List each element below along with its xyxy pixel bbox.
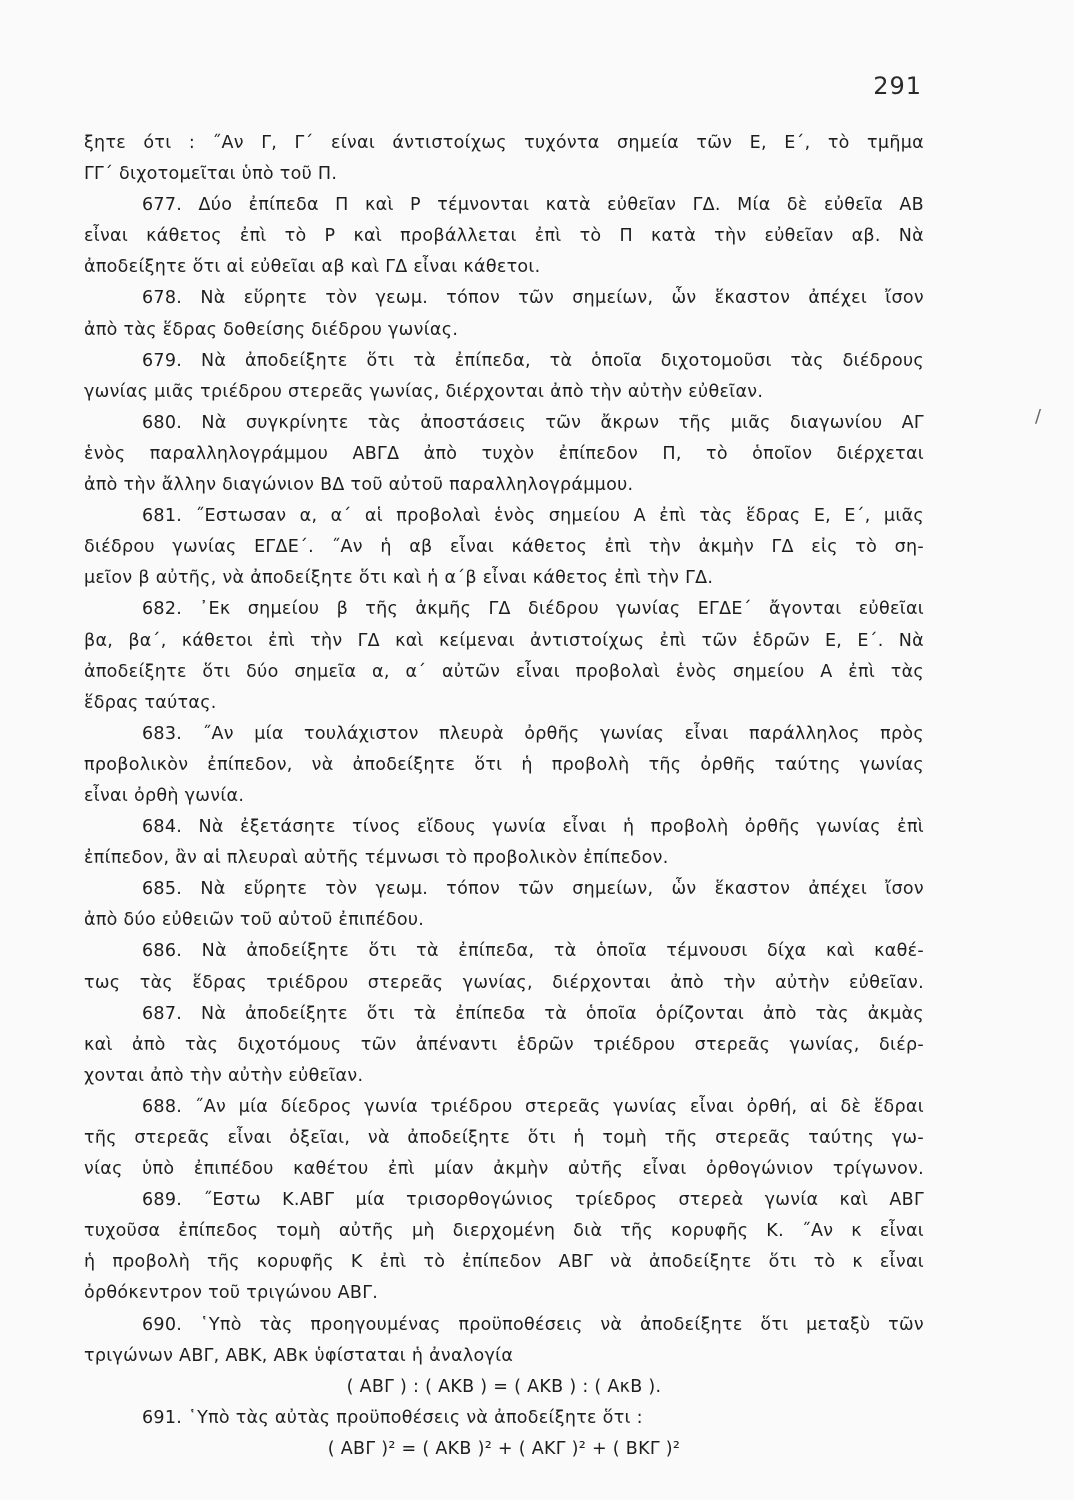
- text-line: 678. Νὰ εὕρητε τὸν γεωμ. τόπον τῶν σημείων, ὧν ἕκαστον ἀπέχει ἴσον: [142, 288, 924, 309]
- text-line: γωνίας μιᾶς τριέδρου στερεᾶς γωνίας, διέρχονται ἀπὸ τὴν αὐτὴν εὐθεῖαν.: [84, 381, 764, 402]
- text-line: 684. Νὰ ἐξετάσητε τίνος εἴδους γωνία εἶναι ἡ προβολὴ ὀρθῆς γωνίας ἐπὶ: [142, 817, 924, 838]
- text-line: ἕδρας ταύτας.: [84, 692, 217, 713]
- text-line: διέδρου γωνίας ΕΓΔΕ΄. ˝Αν ἡ αβ εἶναι κάθετος ἐπὶ τὴν ἀκμὴν ΓΔ εἰς τὸ ση-: [84, 537, 924, 558]
- text-line: ἡ προβολὴ τῆς κορυφῆς Κ ἐπὶ τὸ ἐπίπεδον ΑΒΓ νὰ ἀποδείξητε ὅτι τὸ κ εἶναι: [84, 1252, 924, 1273]
- text-line: τυχοῦσα ἐπίπεδος τομὴ αὐτῆς μὴ διερχομένη διὰ τῆς κορυφῆς Κ. ˝Αν κ εἶναι: [84, 1221, 924, 1242]
- text-line: ἀπὸ τὴν ἄλλην διαγώνιον ΒΔ τοῦ αὐτοῦ παραλληλογράμμου.: [84, 475, 634, 496]
- margin-mark: /: [1035, 406, 1042, 427]
- text-line: μεῖον β αὐτῆς, νὰ ἀποδείξητε ὅτι καὶ ἡ α΄β εἶναι κάθετος ἐπὶ τὴν ΓΔ.: [84, 568, 714, 589]
- text-line: 682. ᾽Εκ σημείου β τῆς ἀκμῆς ΓΔ διέδρου γωνίας ΕΓΔΕ΄ ἄγονται εὐθεῖαι: [142, 599, 924, 620]
- text-line: 688. ˝Αν μία δίεδρος γωνία τριέδρου στερεᾶς γωνίας εἶναι ὀρθή, αἱ δὲ ἕδραι: [142, 1096, 924, 1117]
- page-number: 291: [873, 72, 922, 100]
- text-line: καὶ ἀπὸ τὰς διχοτόμους τῶν ἀπέναντι ἑδρῶν τριέδρου στερεᾶς γωνίας, διέρ-: [84, 1034, 924, 1055]
- text-line: ( ΑΒΓ ) : ( ΑΚΒ ) = ( ΑΚΒ ) : ( ΑκΒ ).: [346, 1376, 662, 1397]
- text-line: 691. ῾Υπὸ τὰς αὐτὰς προϋποθέσεις νὰ ἀποδείξητε ὅτι :: [142, 1407, 643, 1428]
- text-line: 677. Δύο ἐπίπεδα Π καὶ Ρ τέμνονται κατὰ εὐθεῖαν ΓΔ. Μία δὲ εὐθεῖα ΑΒ: [142, 195, 924, 216]
- text-line: ( ΑΒΓ )² = ( ΑΚΒ )² + ( ΑΚΓ )² + ( ΒΚΓ )²: [327, 1438, 681, 1459]
- text-line: εἶναι ὀρθὴ γωνία.: [84, 785, 245, 806]
- text-line: 683. ˝Αν μία τουλάχιστον πλευρὰ ὀρθῆς γωνίας εἶναι παράλληλος πρὸς: [142, 723, 924, 744]
- text-line: ἀποδείξητε ὅτι αἱ εὐθεῖαι αβ καὶ ΓΔ εἶναι κάθετοι.: [84, 257, 541, 278]
- text-line: εἶναι κάθετος ἐπὶ τὸ Ρ καὶ προβάλλεται ἐπὶ τὸ Π κατὰ τὴν εὐθεῖαν αβ. Νὰ: [84, 226, 924, 247]
- text-line: ἑνὸς παραλληλογράμμου ΑΒΓΔ ἀπὸ τυχὸν ἐπίπεδον Π, τὸ ὁποῖον διέρχεται: [84, 443, 924, 464]
- text-line: χονται ἀπὸ τὴν αὐτὴν εὐθεῖαν.: [84, 1065, 364, 1086]
- body-text: [84, 128, 924, 1465]
- text-line: 690. ῾Υπὸ τὰς προηγουμένας προϋποθέσεις νὰ ἀποδείξητε ὅτι μεταξὺ τῶν: [142, 1314, 924, 1335]
- text-line: ὀρθόκεντρον τοῦ τριγώνου ΑΒΓ.: [84, 1283, 379, 1304]
- text-line: προβολικὸν ἐπίπεδον, νὰ ἀποδείξητε ὅτι ἡ προβολὴ τῆς ὀρθῆς ταύτης γωνίας: [84, 754, 924, 775]
- text-line: 685. Νὰ εὕρητε τὸν γεωμ. τόπον τῶν σημείων, ὧν ἕκαστον ἀπέχει ἴσον: [142, 879, 924, 900]
- text-line: ξητε ότι : ˝Αν Γ, Γ΄ είναι άντιστοίχως τυχόντα σημεία τῶν Ε, Ε΄, τὸ τμῆμα: [84, 133, 924, 153]
- text-line: τῆς στερεᾶς εἶναι ὀξεῖαι, νὰ ἀποδείξητε ὅτι ἡ τομὴ τῆς στερεᾶς ταύτης γω-: [84, 1128, 924, 1148]
- text-line: 686. Νὰ ἀποδείξητε ὅτι τὰ ἐπίπεδα, τὰ ὁποῖα τέμνουσι δίχα καὶ καθέ-: [142, 941, 924, 962]
- text-line: ΓΓ΄ διχοτομεῖται ὑπὸ τοῦ Π.: [84, 164, 338, 185]
- text-line: 689. ˝Εστω Κ.ΑΒΓ μία τρισορθογώνιος τρίεδρος στερεὰ γωνία καὶ ΑΒΓ: [142, 1190, 924, 1211]
- text-line: 680. Νὰ συγκρίνητε τὰς ἀποστάσεις τῶν ἄκρων τῆς μιᾶς διαγωνίου ΑΓ: [142, 412, 924, 433]
- text-line: ἀπὸ δύο εὐθειῶν τοῦ αὐτοῦ ἐπιπέδου.: [84, 910, 425, 931]
- text-line: τριγώνων ΑΒΓ, ΑΒΚ, ΑΒκ ὑφίσταται ἡ ἀναλογία: [84, 1345, 514, 1366]
- text-line: ἐπίπεδον, ἂν αἱ πλευραὶ αὐτῆς τέμνωσι τὸ προβολικὸν ἐπίπεδον.: [84, 848, 669, 869]
- text-line: ἀποδείξητε ὅτι δύο σημεῖα α, α΄ αὐτῶν εἶναι προβολαὶ ἑνὸς σημείου Α ἐπὶ τὰς: [84, 661, 924, 682]
- text-line: τως τὰς ἕδρας τριέδρου στερεᾶς γωνίας, διέρχονται ἀπὸ τὴν αὐτὴν εὐθεῖαν.: [84, 972, 924, 993]
- text-line: ἀπὸ τὰς ἕδρας δοθείσης διέδρου γωνίας.: [84, 319, 459, 340]
- text-line: νίας ὑπὸ ἐπιπέδου καθέτου ἐπὶ μίαν ἀκμὴν αὐτῆς εἶναι ὀρθογώνιον τρίγωνον.: [84, 1159, 924, 1180]
- text-line: 679. Νὰ ἀποδείξητε ὅτι τὰ ἐπίπεδα, τὰ ὁποῖα διχοτομοῦσι τὰς διέδρους: [142, 350, 924, 371]
- text-line: 681. ˝Εστωσαν α, α΄ αἱ προβολαὶ ἑνὸς σημείου Α ἐπὶ τὰς ἕδρας Ε, Ε΄, μιᾶς: [142, 506, 924, 527]
- text-line: 687. Νὰ ἀποδείξητε ὅτι τὰ ἐπίπεδα τὰ ὁποῖα ὁρίζονται ἀπὸ τὰς ἀκμὰς: [142, 1003, 924, 1024]
- text-line: βα, βα΄, κάθετοι ἐπὶ τὴν ΓΔ καὶ κείμεναι ἀντιστοίχως ἐπὶ τῶν ἑδρῶν Ε, Ε΄. Νὰ: [84, 630, 924, 651]
